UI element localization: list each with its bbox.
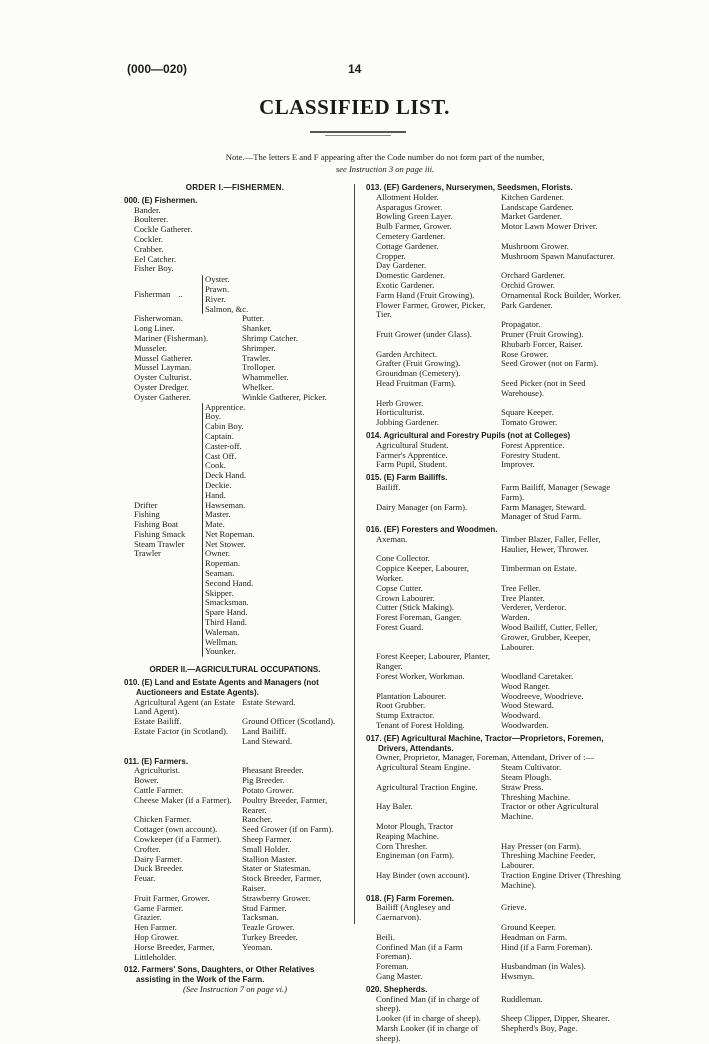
section-020: 020. Shepherds. [366,984,428,994]
fisherman-dots: .. [178,288,183,299]
boat-label: Drifter [134,499,158,510]
list-item: Small Holder. [242,843,290,854]
list-item: Allotment Holder. [376,191,439,202]
list-item: Estate Bailiff. [134,716,182,727]
list-row [376,460,622,470]
fisherman-kind: Prawn. [205,283,230,294]
list-item: Gang Master. [376,970,423,981]
list-row [376,995,622,1015]
list-item: Corn Thresher. [376,840,428,851]
fisherman-kind: Oyster. [205,274,230,285]
list-item: Plantation Labourer. [376,690,447,701]
section-016: 016. (EF) Foresters and Woodmen. [366,525,498,535]
section-014: 014. Agricultural and Forestry Pupils (not at Colleges) [366,430,571,440]
list-item: Improver. [501,459,535,470]
fisherman-label: Fisherman [134,288,171,299]
page-title: CLASSIFIED LIST. [259,95,450,119]
list-item: Fisherwoman. [134,313,183,324]
list-item: Oyster Dredger. [134,381,189,392]
section-020-pairs [366,995,622,1044]
list-item: Yeoman. [242,941,273,952]
list-row [376,418,622,428]
list-item: Seed Grower (not on Farm). [501,358,599,369]
list-row [134,874,346,894]
list-item: Warden. [501,612,530,623]
list-item: Estate Steward. [242,696,296,707]
list-item: Orchid Grower. [501,279,555,290]
list-item: Seed Picker (not in Seed Warehouse). [501,377,586,398]
list-item: Oyster Gatherer. [134,391,191,402]
list-item: Poultry Breeder, Farmer, Rearer. [242,794,328,815]
list-item: Long Liner. [134,323,175,334]
boat-role: Captain. [205,430,234,441]
list-item: Land Steward. [242,735,293,746]
list-item: Winkle Gatherer, Picker. [242,391,327,402]
list-item: Cheese Maker (if a Farmer). [134,794,232,805]
list-item [501,822,622,832]
list-item: Farm Bailiff, Manager (Sewage Farm). [501,481,611,502]
list-item: Shanker. [242,323,272,334]
section-015-pairs [366,483,622,522]
list-item: Hen Farmer. [134,922,177,933]
list-item: Mussel Gatherer. [134,352,193,363]
list-item: Bailiff (Anglesey and Caernarvon). [376,902,451,923]
list-item: Forestry Student. [501,449,561,460]
list-item: Verderer, Verderor. [501,602,567,613]
boat-role: Cabin Boy. [205,421,244,432]
list-item: Bander. [134,204,161,215]
list-row [376,763,622,773]
list-item: Sheep Farmer. [242,834,292,844]
boat-role: Hawseman. [205,499,246,510]
list-item: Rancher. [242,814,273,825]
page-number: 14 [348,62,362,76]
fisherman-kind: Salmon, &c. [205,303,249,314]
list-item: Crofter. [134,843,161,854]
boat-role: Net Ropeman. [205,528,255,539]
list-item: Head Fruitman (Farm). [376,377,456,388]
boat-role: Cast Off. [205,450,237,461]
boat-role: Skipper. [205,587,234,598]
list-row [376,923,622,933]
list-item: Orchard Gardener. [501,270,565,281]
list-item: Horse Breeder, Farmer, Littleholder. [134,941,215,962]
list-item: Estate Factor (in Scotland). [134,726,229,737]
list-item: Grafter (Fruit Growing). [376,358,461,369]
list-item: Tacksman. [242,912,279,923]
list-item: Fruit Farmer, Grower. [134,892,210,903]
list-item: Mussel Layman. [134,362,192,373]
section-015: 015. (E) Farm Bailiffs. [366,473,448,483]
list-item: Trolloper. [242,362,276,373]
boat-label: Fishing [134,509,160,520]
left-column [124,183,346,995]
list-item: Engineman (on Farm). [376,850,455,861]
boat-role: Spare Hand. [205,607,248,618]
fisherman-group [124,275,346,314]
list-item: Steam Cultivator. [501,762,562,773]
list-row [376,871,622,891]
list-item: Shrimp Catcher. [242,332,298,343]
list-item: Land Bailiff. [242,726,287,737]
boat-role: Deck Hand. [205,470,247,481]
list-row [376,301,622,321]
boat-role: Second Hand. [205,577,254,588]
order-2-heading: ORDER II.—AGRICULTURAL OCCUPATIONS. [149,665,321,675]
list-item: Hay Binder (own account). [376,869,470,880]
list-row [134,727,346,737]
list-item: Stud Farmer. [242,902,287,913]
list-item: Farm Hand (Fruit Growing). [376,289,475,300]
boat-label: Fishing Boat [134,519,179,530]
boat-role: Smacksman. [205,597,249,608]
list-item: Wood Bailiff, Cutter, Feller, Grower, Grubber, Keeper, Labourer. [501,622,598,652]
section-010-pairs [124,698,346,747]
list-item: Looker (if in charge of sheep). [376,1013,481,1024]
list-item: Musseler. [134,342,168,353]
list-item [134,737,238,747]
section-018: 018. (F) Farm Foremen. [366,893,455,903]
list-item: Axeman. [376,533,408,544]
boat-role: Waleman. [205,626,240,637]
section-014-pairs [366,441,622,470]
list-item: Eel Catcher. [134,253,176,264]
list-item: Tomato Grower. [501,417,558,428]
list-item: Garden Architect. [376,348,438,359]
list-item: Agricultural Student. [376,439,449,450]
list-row [134,943,346,963]
list-item: Park Gardener. [501,299,553,310]
list-row [376,512,622,522]
section-017-intro: Owner, Proprietor, Manager, Foreman, Attendant, Driver of :— [376,752,595,763]
list-item: Landscape Gardener. [501,201,574,212]
list-item: Threshing Machine. [501,791,571,802]
list-item: Farmer's Apprentice. [376,449,448,460]
list-row [134,766,346,776]
fisherman-kind: River. [205,293,226,304]
list-item: Ornamental Rock Builder, Worker. [501,289,621,300]
list-item: Rose Grower. [501,348,549,359]
list-item: Wood Steward. [501,700,554,711]
list-item: Cropper. [376,250,406,261]
section-011: 011. (E) Farmers. [124,756,189,766]
fisherman-kinds [205,275,248,314]
section-012-note: (See Instruction 7 on page vi.) [182,983,288,994]
list-item: Tractor or other Agricultural Machine. [501,801,599,822]
list-item [376,512,497,522]
list-item: Farm Pupil, Student. [376,459,448,470]
list-item: Stallion Master. [242,853,297,864]
list-item: Chicken Farmer. [134,814,192,825]
list-item: Cemetery Gardener. [376,230,446,241]
boat-role: Wellman. [205,636,238,647]
list-item: Pheasant Breeder. [242,765,304,776]
list-item: Mariner (Fisherman). [134,332,208,343]
boat-label: Fishing Smack [134,528,186,539]
list-item: Domestic Gardener. [376,270,445,281]
list-item: Cockle Gatherer. [134,224,193,235]
list-item: Market Gardener. [501,211,562,222]
list-item: Woodward. [501,710,541,721]
list-item: Woodreeve, Woodrieve. [501,690,584,701]
section-000-items [124,206,346,275]
boat-role: Younker. [205,646,236,657]
note [165,151,605,175]
list-item: Motor Lawn Mower Driver. [501,221,598,232]
list-item: Day Gardener. [376,260,427,271]
list-item: Confined Man (if in charge of sheep). [376,993,480,1014]
list-item: Mushroom Grower. [501,240,569,251]
boat-role: Owner. [205,548,231,559]
list-item: Herb Grower. [376,397,424,408]
list-item: Stump Extractor. [376,710,435,721]
list-item: Whammeller. [242,372,289,383]
list-item: Pruner (Fruit Growing). [501,328,584,339]
list-item: Cockler. [134,233,163,244]
list-item: Beili. [376,931,395,942]
list-item: Copse Cutter. [376,582,423,593]
boat-role: Caster-off. [205,440,242,451]
list-item: Asparagus Grower. [376,201,443,212]
list-item: Bowling Green Layer. [376,211,453,222]
list-item: Jobbing Gardener. [376,417,440,428]
list-item: Grieve. [501,902,527,913]
list-item: Hay Presser (on Farm). [501,840,582,851]
section-017-pairs [366,763,622,890]
list-item: Cutter (Stick Making). [376,602,455,613]
list-item: Groundman (Cemetery). [376,368,461,379]
list-row [376,483,622,503]
list-row [376,721,622,731]
title-rule-thin [325,135,391,136]
list-item: Forest Worker, Workman. [376,671,465,682]
list-row [134,904,346,914]
right-column [366,183,622,1044]
list-item: Wood Ranger. [501,680,550,691]
list-item: Stater or Statesman. [242,863,311,874]
list-row [376,851,622,871]
list-item: Forest Guard. [376,622,424,633]
list-item: Crabber. [134,243,164,254]
brace [202,275,203,314]
list-row [376,802,622,822]
list-item: Cowkeeper (if a Farmer). [134,834,222,844]
brace [202,403,203,658]
list-item: Hop Grower. [134,931,179,942]
list-item: Manager of Stud Farm. [501,511,582,522]
list-item: Bower. [134,775,159,786]
title-rule [310,131,406,133]
list-item: Cattle Farmer. [134,785,184,796]
list-item: Square Keeper. [501,407,554,418]
list-item: Stock Breeder, Farmer, Raiser. [242,873,322,893]
boat-role: Boy. [205,411,221,422]
list-row [376,903,622,923]
list-row [376,535,622,555]
list-item: Hay Baler. [376,801,413,812]
list-item: Oyster Culturist. [134,372,192,383]
list-item: Flower Farmer, Grower, Picker, Tier. [376,299,486,320]
list-item: Hind (if a Farm Foreman). [501,941,593,952]
list-item: Whelker. [242,381,274,392]
list-item: Potato Grower. [242,785,295,796]
section-011-pairs [124,766,346,962]
list-item: Ruddleman. [501,993,543,1004]
list-item: Putter. [242,313,265,324]
list-item [501,652,622,672]
list-item: Marsh Looker (if in charge of sheep). [376,1022,479,1043]
order-1-heading: ORDER I.—FISHERMEN. [185,183,285,192]
list-item: Traction Engine Driver (Threshing Machine). [501,869,621,890]
list-item: Dairy Farmer. [134,853,183,864]
list-item: Agricultural Agent (an Estate Land Agent). [134,696,235,717]
boat-labels [134,403,200,658]
list-row [134,835,346,845]
column-divider [354,184,355,924]
boat-role: Net Stower. [205,538,246,549]
boat-role: Master. [205,509,231,520]
list-row [376,379,622,399]
list-item: Bailiff. [376,481,401,492]
list-item: Shrimper. [242,342,276,353]
boat-role: Hand. [205,489,226,500]
list-item: Strawberry Grower. [242,892,311,903]
list-row [134,737,346,747]
list-item: Threshing Machine Feeder, Labourer. [501,850,596,871]
list-item: Bulb Farmer, Grower. [376,221,452,232]
list-item: Tree Feller. [501,582,541,593]
boat-role: Mate. [205,519,225,530]
section-013-pairs [366,193,622,428]
list-item: Propagator. [501,319,541,330]
list-row [376,623,622,652]
boat-role: Seaman. [205,568,235,579]
list-item: Confined Man (if a Farm Foreman). [376,941,463,962]
boat-role: Ropeman. [205,558,241,569]
list-item: Mushroom Spawn Manufacturer. [501,250,615,261]
list-row [376,972,622,982]
list-item: Feuar. [134,873,156,884]
list-item: Motor Plough, Tractor [376,821,454,831]
list-row [134,796,346,816]
list-item: Tree Planter. [501,592,545,603]
boat-role: Apprentice. [205,401,246,412]
list-item: Turkey Breeder. [242,931,298,942]
list-item: Boulterer. [134,214,169,225]
boat-role: Cook. [205,460,226,471]
list-item: Horticulturist. [376,407,425,418]
list-item: Agriculturist. [134,765,181,776]
list-item: Farm Manager, Steward. [501,501,587,512]
list-row [376,1024,622,1044]
section-012: 012. Farmers' Sons, Daughters, or Other Relatives assisting in the Work of the Farm. [124,965,315,985]
list-item: Duck Breeder. [134,863,184,874]
list-row [376,330,622,340]
note-line-2: see Instruction 3 on page iii. [335,164,435,174]
list-item: Ground Keeper. [501,921,556,932]
list-item: Crown Labourer. [376,592,435,603]
list-item: Headman on Farm. [501,931,568,942]
list-item: Shepherd's Boy, Page. [501,1022,578,1033]
list-row [376,783,622,793]
boat-group [124,403,346,658]
list-item: Cottager (own account). [134,824,218,835]
list-item: Woodland Caretaker. [501,671,574,682]
section-000-pairs [124,314,346,402]
list-row [376,672,622,682]
list-item: Teazle Grower. [242,922,295,933]
note-line-1: Note.—The letters E and F appearing after the Code number do not form part of the number, [225,152,545,162]
list-item: Dairy Manager (on Farm). [376,501,468,512]
list-item: Kitchen Gardener. [501,191,564,202]
list-row [376,943,622,963]
list-row [134,698,346,718]
list-item: Timberman on Estate. [501,563,577,574]
list-item: Reaping Machine. [376,830,440,841]
boat-label: Trawler [134,548,161,559]
list-item: Husbandman (in Wales). [501,961,586,972]
section-010: 010. (E) Land and Estate Agents and Managers (not Auctioneers and Estate Agents). [124,678,319,697]
list-row [376,564,622,584]
list-item: Cottage Gardener. [376,240,439,251]
section-018-pairs [366,903,622,981]
list-row [376,652,622,672]
section-000: 000. (E) Fishermen. [124,195,198,205]
list-item: Trawler. [242,352,271,363]
list-item: Exotic Gardener. [376,279,435,290]
list-item: Straw Press. [501,781,544,792]
list-item: Fisher Boy. [134,263,174,274]
list-item: Cone Collector. [376,553,430,564]
list-item: Forest Keeper, Labourer, Planter, Ranger. [376,651,490,672]
list-item: Foreman. [376,961,409,972]
section-016-pairs [366,535,622,731]
list-item: Forest Apprentice. [501,439,565,450]
boat-role: Deckie. [205,479,232,490]
list-item: Seed Grower (if on Farm). [242,824,334,835]
list-item: Pig Breeder. [242,775,285,786]
list-item: Steam Plough. [501,772,552,783]
list-row [376,503,622,513]
list-item: Woodwarden. [501,720,549,731]
section-013: 013. (EF) Gardeners, Nurserymen, Seedsmen, Florists. [366,183,573,192]
list-item: Game Farmer. [134,902,184,913]
boat-roles [205,403,255,658]
list-item: Grazier. [134,912,162,923]
list-item: Timber Blazer, Faller, Feller, Haulier, Hewer, Thrower. [501,533,601,554]
list-item: Ground Officer (Scotland). [242,716,336,727]
list-item: Forest Foreman, Ganger. [376,612,462,623]
section-017: 017. (EF) Agricultural Machine, Tractor—Proprietors, Foremen, Drivers, Attendants. [366,733,604,753]
code-range: (000—020) [127,62,188,76]
boat-role: Third Hand. [205,617,248,628]
boat-label: Steam Trawler [134,538,185,549]
list-item: Root Grubber. [376,700,426,711]
list-item: Agricultural Steam Engine. [376,762,471,773]
list-item: Sheep Clipper, Dipper, Shearer. [501,1013,610,1024]
list-item: Agricultural Traction Engine. [376,781,478,792]
list-item: Fruit Grower (under Glass). [376,328,472,339]
list-item: Hwsmyn. [501,970,535,981]
list-item: Rhubarb Forcer, Raiser. [501,338,583,349]
list-item: Tenant of Forest Holding. [376,720,465,731]
list-item: Coppice Keeper, Labourer, Worker. [376,563,469,584]
